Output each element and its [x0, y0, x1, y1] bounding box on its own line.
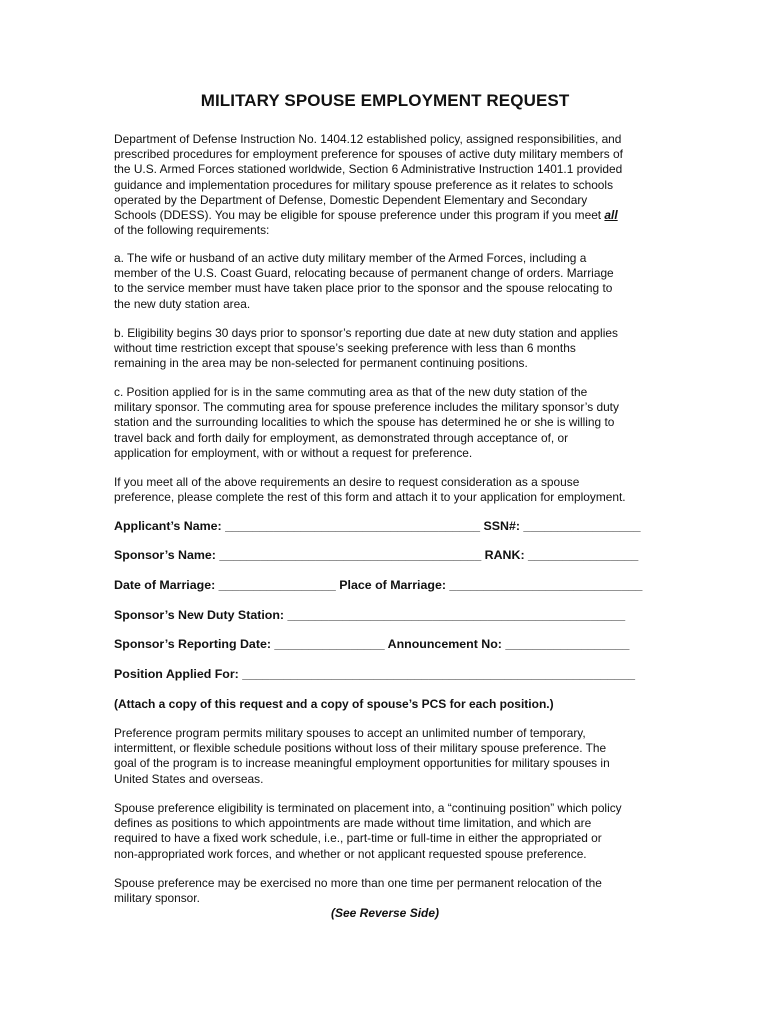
requirement-b-line: b. Eligibility begins 30 days prior to sponsor’s reporting due date at new duty station and applies: [114, 326, 618, 340]
termination-line: defines as positions to which appointments are made without time limitation, and which are: [114, 816, 592, 831]
emphasis-all: all: [604, 208, 618, 223]
intro-line: prescribed procedures for employment preference for spouses of active duty military members of: [114, 147, 623, 162]
requirement-a-line: to the service member must have taken place prior to the sponsor and the spouse relocating to: [114, 281, 613, 296]
intro-line: of the following requirements:: [114, 223, 270, 238]
attach-note: (Attach a copy of this request and a copy of spouse’s PCS for each position.): [114, 697, 554, 711]
preference-program-line: goal of the program is to increase meaningful employment opportunities for military spouses in: [114, 756, 610, 771]
requirement-c-line: station and the surrounding localities to which the spouse has determined he or she is willing to: [114, 415, 615, 430]
intro-last-line-text: Schools (DDESS). You may be eligible for spouse preference under this program if you meet: [114, 208, 605, 223]
sponsor-name-field[interactable]: Sponsor’s Name: ______________________________________ RANK: ________________: [114, 548, 639, 562]
position-field[interactable]: Position Applied For: _________________________________________________________: [114, 667, 636, 681]
preference-program-paragraph: [114, 726, 659, 787]
requirement-b-line: remaining in the area may be non-selected for permanent continuing positions.: [114, 356, 528, 371]
requirement-c-line: travel back and forth daily for employment, as demonstrated through acceptance of, or: [114, 430, 569, 445]
preference-program-line: United States and overseas.: [114, 771, 264, 786]
requirement-c-line: c. Position applied for is in the same commuting area as that of the new duty station of the: [114, 385, 588, 399]
request-paragraph: [114, 475, 659, 505]
requirement-b: [114, 326, 659, 372]
preference-program-line: Preference program permits military spouses to accept an unlimited number of temporary,: [114, 726, 586, 740]
intro-line: [114, 208, 659, 223]
see-reverse-side-note: (See Reverse Side): [330, 906, 440, 920]
reporting-field[interactable]: Sponsor’s Reporting Date: ________________ Announcement No: __________________: [114, 637, 630, 651]
requirement-c-line: application for employment, with or without a request for preference.: [114, 445, 473, 460]
requirement-c-line: military sponsor. The commuting area for spouse preference includes the military sponsor’s duty: [114, 400, 619, 415]
exercise-line: military sponsor.: [114, 891, 200, 906]
intro-line: operated by the Department of Defense, Domestic Dependent Elementary and Secondary: [114, 192, 588, 207]
applicant-name-field[interactable]: Applicant’s Name: _____________________________________ SSN#: _________________: [114, 519, 641, 533]
termination-paragraph: [114, 801, 659, 862]
requirement-b-line: without time restriction except that spouse’s seeking preference with less than 6 months: [114, 341, 576, 356]
duty-station-field[interactable]: Sponsor’s New Duty Station: _________________________________________________: [114, 608, 626, 622]
request-line: If you meet all of the above requirements an desire to request consideration as a spouse: [114, 475, 580, 489]
requirement-c: [114, 385, 659, 461]
exercise-line: Spouse preference may be exercised no more than one time per permanent relocation of the: [114, 876, 602, 890]
requirement-a-line: a. The wife or husband of an active duty military member of the Armed Forces, including a: [114, 251, 587, 265]
requirement-a-line: the new duty station area.: [114, 296, 251, 311]
exercise-paragraph: [114, 876, 659, 906]
page-title: MILITARY SPOUSE EMPLOYMENT REQUEST: [200, 91, 570, 110]
termination-line: non-appropriated work forces, and whether or not applicant requested spouse preference.: [114, 846, 587, 861]
intro-line: guidance and implementation procedures for military spouse preference as it relates to schools: [114, 177, 614, 192]
preference-program-line: intermittent, or flexible schedule positions without loss of their military spouse preference. The: [114, 741, 607, 756]
termination-line: Spouse preference eligibility is terminated on placement into, a “continuing position” which policy: [114, 801, 622, 815]
requirement-a: [114, 251, 659, 312]
marriage-field[interactable]: Date of Marriage: _________________ Place of Marriage: ____________________________: [114, 578, 643, 592]
intro-line: Department of Defense Instruction No. 1404.12 established policy, assigned responsibilities, and: [114, 132, 622, 146]
intro-line: the U.S. Armed Forces stationed worldwide, Section 6 Administrative Instruction 1401.1 provided: [114, 162, 623, 177]
requirement-a-line: member of the U.S. Coast Guard, relocating because of permanent change of orders. Marriage: [114, 266, 614, 281]
termination-line: required to have a fixed work schedule, i.e., part-time or full-time in either the appropriated or: [114, 831, 602, 846]
request-line: preference, please complete the rest of this form and attach it to your application for employment.: [114, 490, 626, 505]
intro-paragraph: [114, 132, 659, 238]
